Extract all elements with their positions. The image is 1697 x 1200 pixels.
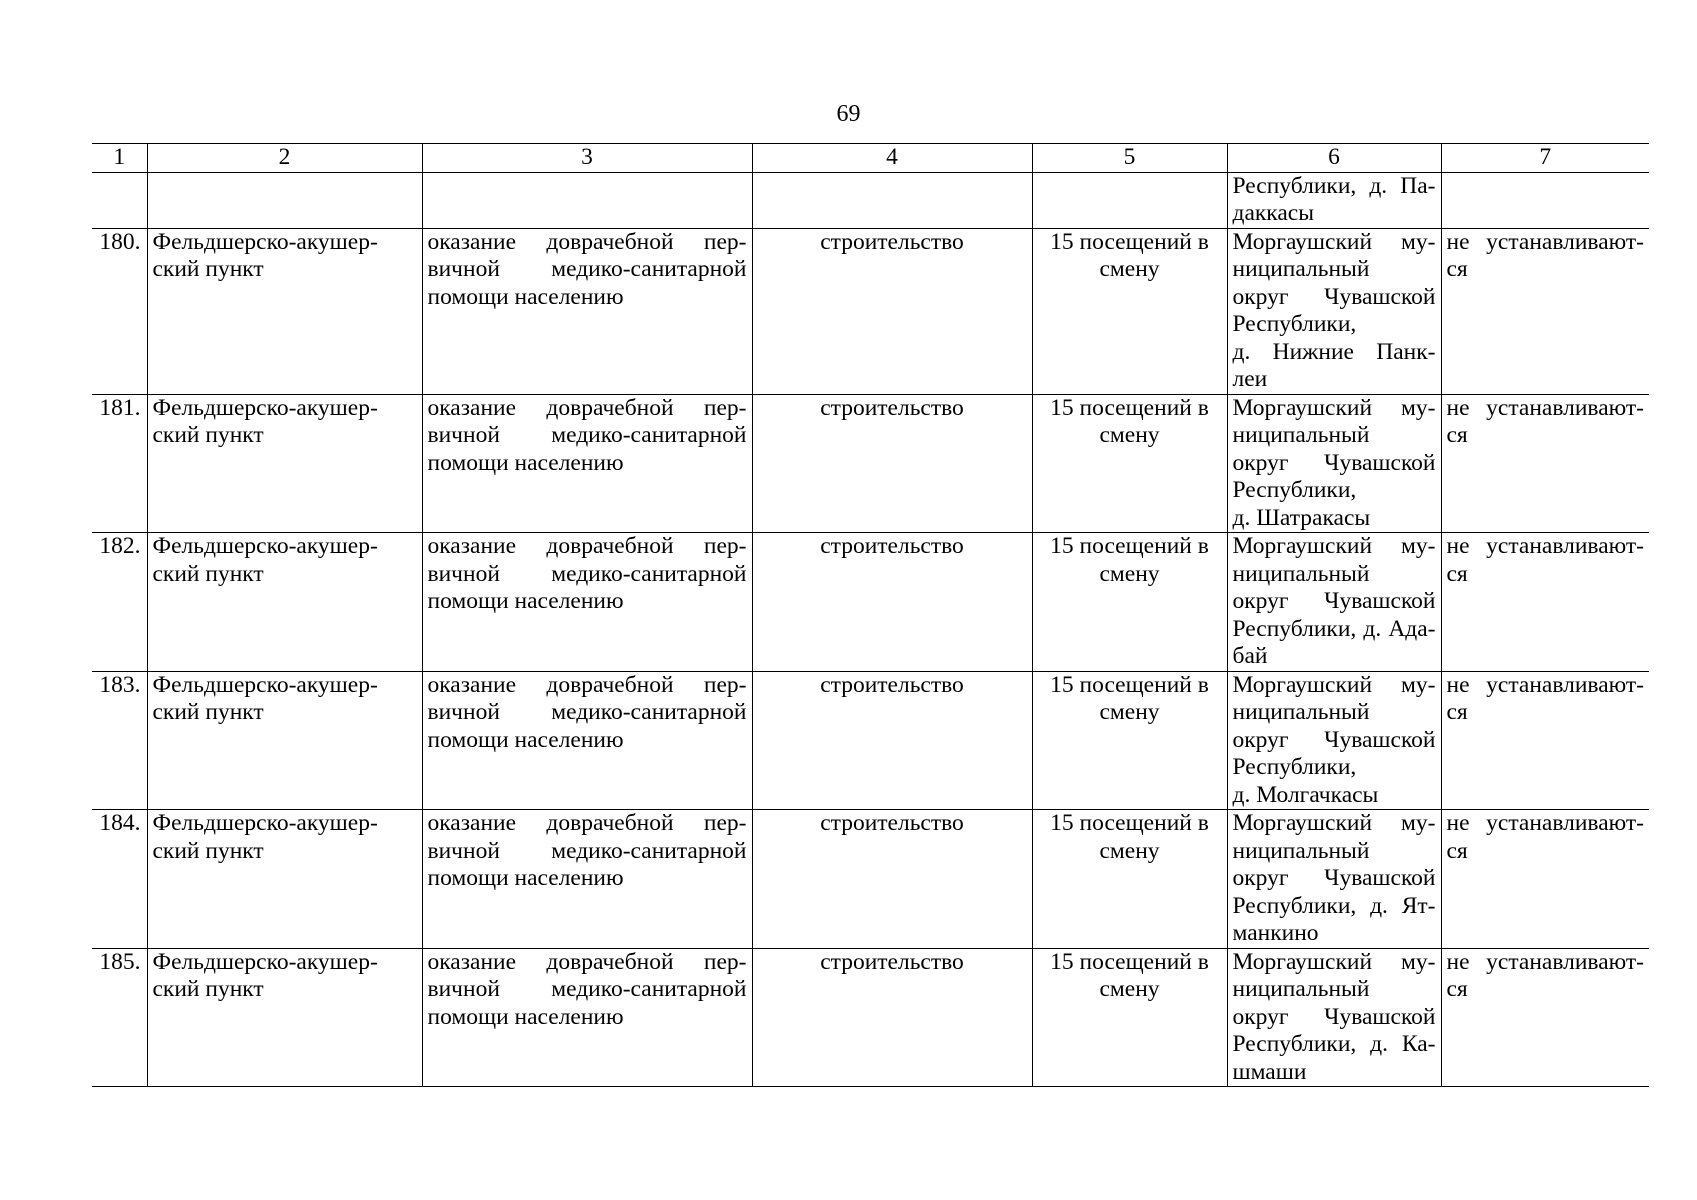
cell-line: Моргаушский му- [1232, 810, 1436, 836]
continuation-cell-4 [752, 172, 1032, 228]
cell-line: помощи населению [427, 449, 624, 476]
cell-line: вичной медико-санитарной [427, 837, 747, 864]
cell-line: смену [1099, 976, 1160, 1002]
cell-line: бай [1232, 643, 1268, 669]
cell-line: ся [1446, 560, 1468, 587]
cell-line: Фельдшерско-акушер- [152, 948, 378, 975]
cell-line: вичной медико-санитарной [427, 976, 747, 1002]
cell-line: помощи населению [427, 1003, 624, 1030]
continuation-cell-7 [1441, 172, 1649, 228]
column-number-6: 6 [1227, 144, 1441, 173]
facility-name-cell [147, 671, 422, 810]
activity-cell: строительство [752, 533, 1032, 672]
page-number: 69 [836, 101, 861, 127]
cell-line: ниципальный [1232, 837, 1370, 864]
cell-line: 15 посещений в [1050, 948, 1209, 975]
column-number-5: 5 [1032, 144, 1227, 173]
cell-line: помощи населению [427, 588, 624, 614]
cell-line: оказание доврачебной пер- [427, 948, 747, 975]
capacity-cell [1032, 394, 1227, 533]
column-number-2: 2 [147, 144, 422, 173]
continuation-cell-3 [422, 172, 752, 228]
cell-line: Республики, д. Ада- [1232, 615, 1436, 642]
cell-line: 15 посещений в [1050, 810, 1209, 836]
cell-line: оказание доврачебной пер- [427, 228, 747, 255]
table-row [92, 228, 1649, 394]
continuation-row [92, 172, 1649, 228]
column-number-row [92, 144, 1649, 173]
continuation-cell-5 [1032, 172, 1227, 228]
cell-line: помощи населению [427, 283, 624, 310]
cell-line: ский пункт [152, 256, 264, 282]
cell-line: ский пункт [152, 837, 264, 864]
cell-line: Моргаушский му- [1232, 228, 1436, 255]
cell-line: ся [1446, 256, 1468, 282]
purpose-cell [422, 394, 752, 533]
cell-line: смену [1099, 837, 1160, 864]
location-cell [1227, 810, 1441, 949]
cell-line: д. Молгачкасы [1232, 781, 1379, 808]
cell-line: оказание доврачебной пер- [427, 394, 747, 421]
cell-line: ниципальный [1232, 699, 1370, 725]
cell-line: Моргаушский му- [1232, 948, 1436, 975]
cell-line: д. Шатракасы [1232, 504, 1371, 531]
cell-line: ся [1446, 837, 1468, 864]
cell-line: не устанавливают- [1446, 810, 1644, 836]
row-number-cell: 183. [92, 671, 147, 810]
cell-line: ниципальный [1232, 256, 1370, 282]
table-row [92, 948, 1649, 1087]
table-body [92, 144, 1649, 1087]
cell-line: смену [1099, 422, 1160, 448]
cell-line: вичной медико-санитарной [427, 699, 747, 725]
cell-line: смену [1099, 560, 1160, 587]
cell-line: не устанавливают- [1446, 671, 1644, 698]
cell-line: Республики, [1232, 311, 1357, 337]
facility-name-cell [147, 394, 422, 533]
location-cell [1227, 394, 1441, 533]
cell-line: леи [1232, 366, 1268, 392]
capacity-cell [1032, 533, 1227, 672]
activity-cell: строительство [752, 394, 1032, 533]
cell-line: оказание доврачебной пер- [427, 671, 747, 698]
cell-line: 15 посещений в [1050, 671, 1209, 698]
cell-line: оказание доврачебной пер- [427, 810, 747, 836]
facility-name-cell [147, 948, 422, 1087]
purpose-cell [422, 533, 752, 672]
continuation-cell-1 [92, 172, 147, 228]
location-cell [1227, 533, 1441, 672]
purpose-cell [422, 228, 752, 394]
cell-line: ся [1446, 422, 1468, 448]
cell-line: вичной медико-санитарной [427, 560, 747, 587]
activity-cell: строительство [752, 671, 1032, 810]
cell-line: округ Чувашской [1232, 1003, 1436, 1030]
cell-line: Моргаушский му- [1232, 533, 1436, 559]
cell-line: помощи населению [427, 865, 624, 891]
cell-line: ся [1446, 976, 1468, 1002]
purpose-cell [422, 671, 752, 810]
cell-line: шмаши [1232, 1058, 1307, 1085]
continuation-location-line: даккасы [1232, 200, 1315, 226]
capacity-cell [1032, 228, 1227, 394]
table-row [92, 394, 1649, 533]
cell-line: ниципальный [1232, 560, 1370, 587]
table-row [92, 810, 1649, 949]
cell-line: 15 посещений в [1050, 394, 1209, 421]
row-number-cell: 182. [92, 533, 147, 672]
activity-cell: строительство [752, 948, 1032, 1087]
table-row [92, 533, 1649, 672]
table-row [92, 671, 1649, 810]
cell-line: округ Чувашской [1232, 588, 1436, 614]
cell-line: Моргаушский му- [1232, 671, 1436, 698]
cell-line: вичной медико-санитарной [427, 422, 747, 448]
row-number-cell: 184. [92, 810, 147, 949]
cell-line: ся [1446, 699, 1468, 725]
cell-line: Фельдшерско-акушер- [152, 228, 378, 255]
cell-line: ниципальный [1232, 422, 1370, 448]
cell-line: Моргаушский му- [1232, 394, 1436, 421]
cell-line: вичной медико-санитарной [427, 256, 747, 282]
location-cell [1227, 671, 1441, 810]
location-cell [1227, 948, 1441, 1087]
cell-line: ский пункт [152, 422, 264, 448]
column-number-1: 1 [92, 144, 147, 173]
facility-name-cell [147, 228, 422, 394]
activity-cell: строительство [752, 228, 1032, 394]
cell-line: 15 посещений в [1050, 533, 1209, 559]
data-table [92, 143, 1649, 1087]
cell-line: смену [1099, 256, 1160, 282]
capacity-cell [1032, 671, 1227, 810]
cell-line: Фельдшерско-акушер- [152, 533, 378, 559]
cell-line: не устанавливают- [1446, 948, 1644, 975]
cell-line: округ Чувашской [1232, 449, 1436, 476]
cell-line: Республики, д. Ка- [1232, 1031, 1436, 1057]
cell-line: не устанавливают- [1446, 533, 1644, 559]
column-number-4: 4 [752, 144, 1032, 173]
cell-line: помощи населению [427, 726, 624, 753]
purpose-cell [422, 948, 752, 1087]
column-number-7: 7 [1441, 144, 1649, 173]
cell-line: 15 посещений в [1050, 228, 1209, 255]
cell-line: округ Чувашской [1232, 283, 1436, 310]
cell-line: Фельдшерско-акушер- [152, 394, 378, 421]
protection-zones-cell [1441, 394, 1649, 533]
cell-line: ский пункт [152, 976, 264, 1002]
continuation-location-cell [1227, 172, 1441, 228]
continuation-location-line: Республики, д. Па- [1232, 172, 1436, 199]
facility-name-cell [147, 533, 422, 672]
protection-zones-cell [1441, 533, 1649, 672]
cell-line: ский пункт [152, 699, 264, 725]
column-number-3: 3 [422, 144, 752, 173]
cell-line: Республики, [1232, 754, 1357, 780]
capacity-cell [1032, 810, 1227, 949]
cell-line: округ Чувашской [1232, 865, 1436, 891]
cell-line: манкино [1232, 920, 1319, 946]
cell-line: д. Нижние Панк- [1232, 338, 1436, 365]
location-cell [1227, 228, 1441, 394]
capacity-cell [1032, 948, 1227, 1087]
protection-zones-cell [1441, 228, 1649, 394]
cell-line: смену [1099, 699, 1160, 725]
protection-zones-cell [1441, 810, 1649, 949]
continuation-cell-2 [147, 172, 422, 228]
purpose-cell [422, 810, 752, 949]
protection-zones-cell [1441, 948, 1649, 1087]
facility-name-cell [147, 810, 422, 949]
cell-line: оказание доврачебной пер- [427, 533, 747, 559]
row-number-cell: 181. [92, 394, 147, 533]
row-number-cell: 185. [92, 948, 147, 1087]
cell-line: Фельдшерско-акушер- [152, 810, 378, 836]
row-number-cell: 180. [92, 228, 147, 394]
cell-line: не устанавливают- [1446, 228, 1644, 255]
cell-line: Фельдшерско-акушер- [152, 671, 378, 698]
cell-line: ниципальный [1232, 976, 1370, 1002]
cell-line: округ Чувашской [1232, 726, 1436, 753]
cell-line: ский пункт [152, 560, 264, 587]
activity-cell: строительство [752, 810, 1032, 949]
cell-line: не устанавливают- [1446, 394, 1644, 421]
protection-zones-cell [1441, 671, 1649, 810]
cell-line: Республики, д. Ят- [1232, 892, 1436, 919]
cell-line: Республики, [1232, 477, 1357, 503]
